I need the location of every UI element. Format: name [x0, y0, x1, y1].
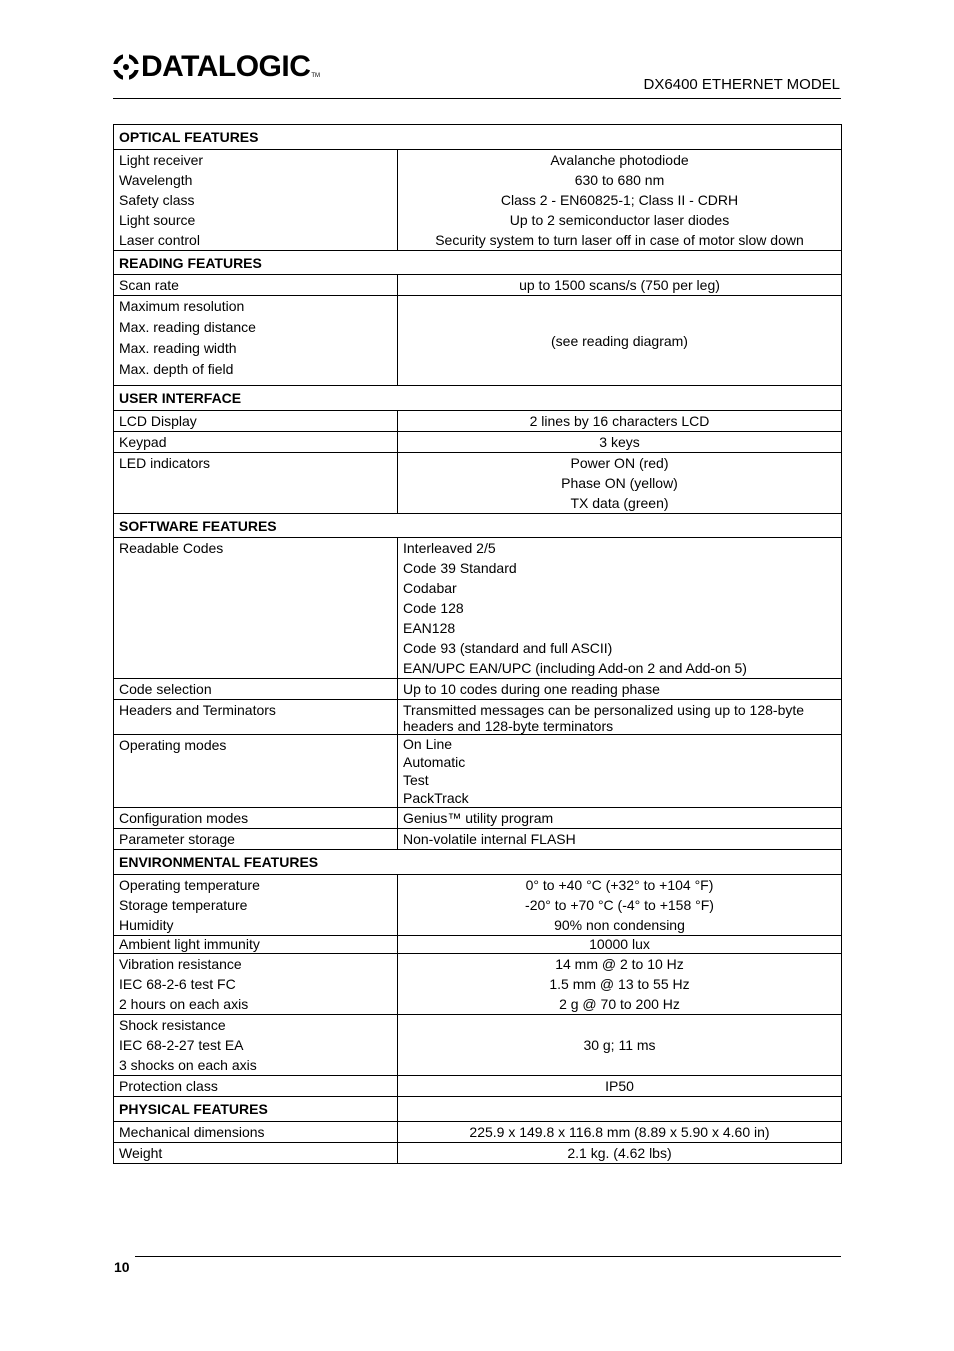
spec-value: Security system to turn laser off in case of motor slow down [435, 232, 804, 248]
label-cell [114, 954, 398, 1015]
spec-value: 14 mm @ 2 to 10 Hz [555, 956, 684, 972]
table-row [114, 296, 842, 386]
spec-label: Max. reading width [119, 340, 237, 356]
spec-label: Protection class [114, 1076, 398, 1097]
datalogic-logo [113, 52, 320, 82]
spec-label: Humidity [119, 917, 174, 933]
spec-value: Up to 2 semiconductor laser diodes [509, 212, 730, 228]
table-row [114, 735, 842, 808]
spec-label: Storage temperature [119, 897, 248, 913]
spec-label: Operating temperature [119, 877, 260, 893]
section-header-row [114, 251, 842, 275]
spec-value: On Line [403, 736, 453, 752]
section-header-row [114, 850, 842, 875]
spec-value: 0° to +40 °C (+32° to +104 °F) [525, 877, 714, 893]
spec-value: TX data (green) [570, 495, 669, 511]
spec-value: 1.5 mm @ 13 to 55 Hz [549, 976, 690, 992]
section-title-reading: READING FEATURES [114, 251, 842, 275]
spec-label: Wavelength [119, 172, 193, 188]
table-row [114, 700, 842, 735]
spec-value: Non-volatile internal FLASH [398, 829, 842, 850]
spec-label: Parameter storage [114, 829, 398, 850]
spec-value: 2 g @ 70 to 200 Hz [559, 996, 680, 1012]
section-title-software: SOFTWARE FEATURES [114, 514, 842, 538]
spec-value: PackTrack [403, 790, 469, 806]
section-title-environmental: ENVIRONMENTAL FEATURES [114, 850, 842, 875]
value-cell [398, 875, 842, 936]
spec-value: Up to 10 codes during one reading phase [398, 679, 842, 700]
table-row [114, 150, 842, 251]
label-cell [114, 875, 398, 936]
spec-value: up to 1500 scans/s (750 per leg) [398, 275, 842, 296]
spec-value: Avalanche photodiode [550, 152, 689, 168]
spec-label: Code selection [114, 679, 398, 700]
spec-value: Automatic [403, 754, 466, 770]
spec-value: EAN128 [403, 620, 456, 636]
spec-label: LED indicators [114, 453, 398, 514]
spec-value: 630 to 680 nm [574, 172, 665, 188]
model-title: DX6400 ETHERNET MODEL [643, 76, 840, 93]
table-row [114, 275, 842, 296]
section-header-row [114, 514, 842, 538]
spec-label: Shock resistance [119, 1017, 226, 1033]
value-cell [398, 538, 842, 679]
spec-label: Readable Codes [114, 538, 398, 679]
spec-label: LCD Display [114, 411, 398, 432]
spec-value: -20° to +70 °C (-4° to +158 °F) [525, 897, 714, 913]
spec-label: Maximum resolution [119, 298, 245, 314]
table-row [114, 1076, 842, 1097]
spec-value: Code 128 [403, 600, 464, 616]
spec-label: Keypad [114, 432, 398, 453]
spec-label: IEC 68-2-6 test FC [119, 976, 236, 992]
spec-label: Headers and Terminators [114, 700, 398, 735]
spec-label: Scan rate [114, 275, 398, 296]
spec-label: Laser control [119, 232, 200, 248]
label-cell [114, 296, 398, 386]
table-row [114, 1015, 842, 1076]
table-row [114, 679, 842, 700]
spec-label: 3 shocks on each axis [119, 1057, 257, 1073]
table-row [114, 829, 842, 850]
spec-value: 225.9 x 149.8 x 116.8 mm (8.89 x 5.90 x 4.60 in) [398, 1122, 842, 1143]
spec-value: Codabar [403, 580, 457, 596]
footer-rule [135, 1256, 841, 1257]
section-header-row [114, 125, 842, 150]
section-title-ui: USER INTERFACE [114, 386, 842, 411]
table-row [114, 808, 842, 829]
spec-label: 2 hours on each axis [119, 996, 249, 1012]
spec-value: Phase ON (yellow) [561, 475, 678, 491]
logo-trademark: TM [311, 73, 321, 79]
spec-label: Safety class [119, 192, 195, 208]
spec-value: IP50 [398, 1076, 842, 1097]
spec-value: Power ON (red) [570, 455, 669, 471]
table-row [114, 411, 842, 432]
spec-value: 3 keys [398, 432, 842, 453]
spec-value: 2 lines by 16 characters LCD [398, 411, 842, 432]
spec-value: 10000 lux [398, 936, 842, 954]
table-row [114, 538, 842, 679]
spec-label: Operating modes [114, 735, 398, 808]
value-cell [398, 150, 842, 251]
spec-value: Interleaved 2/5 [403, 540, 496, 556]
value-cell [398, 700, 842, 735]
spec-value: Code 39 Standard [403, 560, 517, 576]
spec-label: Configuration modes [114, 808, 398, 829]
table-row [114, 954, 842, 1015]
label-cell [114, 150, 398, 251]
spec-value: EAN/UPC EAN/UPC (including Add-on 2 and Add-on 5) [403, 660, 747, 676]
section-title-optical: OPTICAL FEATURES [114, 125, 842, 150]
table-row [114, 1122, 842, 1143]
spec-value: Code 93 (standard and full ASCII) [403, 640, 613, 656]
spec-label: Weight [114, 1143, 398, 1164]
datalogic-mark-icon [113, 54, 139, 80]
table-row [114, 875, 842, 936]
spec-label: Max. depth of field [119, 361, 234, 377]
spec-label: Light source [119, 212, 196, 228]
spec-value: Genius™ utility program [398, 808, 842, 829]
table-row [114, 453, 842, 514]
spec-value: Transmitted messages can be personalized using up to 128-byte headers and 128-byte terminators [403, 702, 805, 734]
empty-cell [398, 1097, 842, 1122]
page-number: 10 [114, 1259, 130, 1275]
table-row [114, 936, 842, 954]
spec-value: 90% non condensing [554, 917, 685, 933]
spec-label: Light receiver [119, 152, 204, 168]
header-rule [113, 98, 841, 99]
table-row [114, 1143, 842, 1164]
section-header-row [114, 1097, 842, 1122]
spec-value: 30 g; 11 ms [398, 1015, 842, 1076]
spec-value: 2.1 kg. (4.62 lbs) [398, 1143, 842, 1164]
spec-label: Max. reading distance [119, 319, 256, 335]
spec-label: Ambient light immunity [114, 936, 398, 954]
spec-value: Class 2 - EN60825-1; Class II - CDRH [500, 192, 739, 208]
specifications-table [113, 124, 842, 1164]
table-row [114, 432, 842, 453]
section-header-row [114, 386, 842, 411]
section-title-physical: PHYSICAL FEATURES [114, 1097, 398, 1122]
spec-value: (see reading diagram) [398, 296, 842, 386]
spec-label: IEC 68-2-27 test EA [119, 1037, 244, 1053]
value-cell [398, 735, 842, 808]
spec-label: Vibration resistance [119, 956, 242, 972]
spec-label: Mechanical dimensions [114, 1122, 398, 1143]
value-cell [398, 954, 842, 1015]
label-cell [114, 1015, 398, 1076]
logo-text: DATALOGIC [141, 50, 311, 83]
spec-value: Test [403, 772, 429, 788]
value-cell [398, 453, 842, 514]
